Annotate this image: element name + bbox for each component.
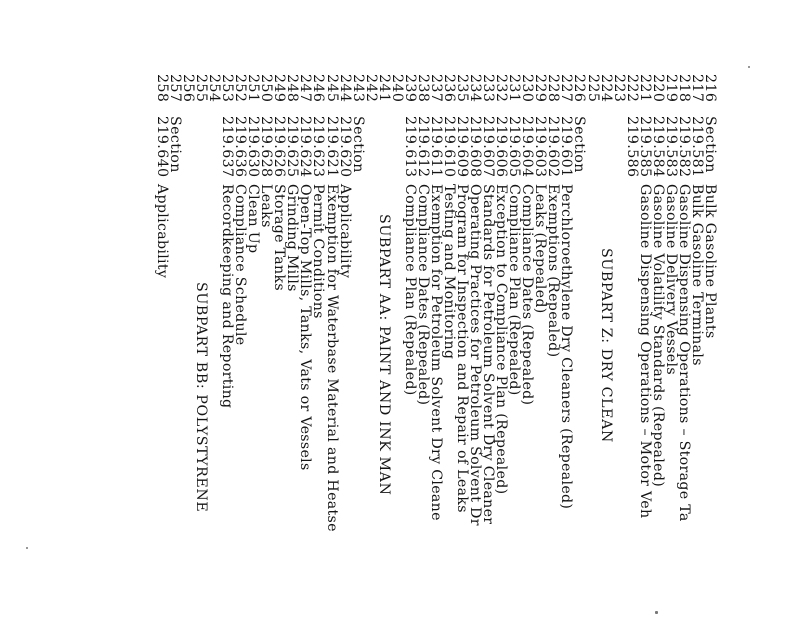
line-number: 240 [388,74,405,103]
line-number: 235 [454,74,471,103]
line-row [284,0,301,618]
section-number: 219.636 [232,116,249,178]
line-row [651,0,664,618]
line-number: 237 [427,74,444,103]
line-row [467,0,484,618]
line-number: 217 [688,74,705,103]
section-number: 219.610 [441,116,457,178]
section-number: 219.607 [480,116,497,178]
line-number: 257 [166,74,183,103]
line-row [312,0,325,618]
line-number: 222 [623,74,640,103]
section-title: Leaks (Repealed) [532,184,549,314]
section-number: Section [349,116,366,173]
section-number: 219.603 [532,116,549,178]
line-row [245,0,262,618]
section-number: 219.584 [649,116,666,178]
section-number: 219.620 [336,116,353,178]
section-title: Applicability [336,184,353,279]
line-number: 244 [336,74,353,103]
line-number: 224 [597,74,614,103]
line-number: 223 [610,74,627,103]
line-number: 255 [193,74,210,103]
section-title: Compliance Schedule [232,184,249,346]
line-number: 232 [493,74,510,103]
section-number: Section [702,116,718,173]
section-title: Grinding Mills [284,184,301,292]
section-title: Bulk Gasoline Terminals [688,184,705,366]
section-number: 219.582 [675,116,692,178]
section-number: 219.637 [219,116,236,178]
line-row [573,0,586,618]
section-title: Open-Top Mills, Tanks, Vats or Vessels [297,184,314,471]
section-title: Gasoline Dispensing Operations – Storage Ta [675,184,692,522]
section-number: 219.626 [271,116,288,178]
line-number: 248 [284,74,301,103]
line-number: 243 [349,74,366,103]
line-number: 246 [310,74,327,103]
section-title: Storage Tanks [271,184,288,291]
section-number: 219.613 [401,116,418,178]
line-row [206,0,223,618]
section-title: Exemption for Petroleum Solvent Dry Cleane [427,184,444,521]
section-title: Perchloroethylene Dry Cleaners (Repealed) [558,184,575,510]
line-row [271,0,288,618]
section-title: Leaks [258,184,275,228]
line-number: 256 [180,74,196,103]
line-row [493,0,510,618]
section-title: Standards for Petroleum Solvent Dry Cleaner [480,184,497,525]
line-row [532,0,549,618]
line-number: 227 [558,74,575,103]
line-row [155,0,168,618]
line-number: 249 [271,74,288,103]
section-number: 219.623 [310,116,327,178]
section-number: 219.612 [414,116,431,178]
line-row [480,0,497,618]
section-title: Compliance Dates (Repealed) [519,184,536,406]
section-title: Compliance Plan (Repealed) [506,184,523,396]
line-number: 242 [362,74,379,103]
section-title: Compliance Dates (Repealed) [414,184,431,406]
section-title: Exemption for Waterbase Material and Heatse [323,184,340,532]
line-row [193,0,210,618]
section-number: 219.621 [323,116,340,178]
line-row [258,0,275,618]
line-number: 228 [545,74,562,103]
section-title: Program for Inspection and Repair of Leaks [454,184,471,513]
line-row [232,0,249,618]
section-title: Testing and Monitoring [441,184,457,360]
line-number: 236 [441,74,457,103]
section-number: Section [166,116,183,173]
section-title: Exception to Compliance Plan (Repealed) [493,184,510,495]
section-number: 219.604 [519,116,536,178]
line-number: 231 [506,74,523,103]
line-number: 245 [323,74,340,103]
section-number: 219.601 [558,116,575,178]
line-row [325,0,338,618]
subpart-heading: SUBPART AA: PAINT AND INK MAN [375,214,392,496]
line-number: 226 [571,74,588,103]
line-number: 218 [675,74,692,103]
line-number: 247 [297,74,314,103]
line-row [545,0,562,618]
section-title: Gasoline Volatility Standards (Repealed) [649,184,666,488]
subpart-heading: SUBPART BB: POLYSTYRENE [193,282,210,513]
section-number: 219.602 [545,116,562,178]
line-number: 233 [480,74,497,103]
section-number: 219.605 [506,116,523,178]
line-row [297,0,314,618]
section-number: 219.608 [467,116,484,178]
section-number: 219.586 [623,116,640,178]
line-number: 238 [414,74,431,103]
section-number: Section [571,116,588,173]
line-row [390,0,403,618]
line-number: 258 [153,74,170,103]
section-title: Gasoline Dispensing Operations – Motor Veh [636,184,653,519]
section-title: Compliance Plan (Repealed) [401,184,418,396]
scan-speck [748,66,750,68]
line-row [558,0,575,618]
section-number: 219.611 [427,116,444,178]
line-number: 219 [662,74,679,103]
line-number: 221 [636,74,653,103]
line-number: 252 [232,74,249,103]
section-title: Operating Practices for Petroleum Solvent Dr [467,184,484,526]
line-number: 253 [219,74,236,103]
section-number: 219.628 [258,116,275,178]
section-number: 219.606 [493,116,510,178]
section-title: Recordkeeping and Reporting [219,184,236,409]
section-number: 219.630 [245,116,262,178]
line-number: 241 [375,74,392,103]
section-number: 219.581 [688,116,705,178]
line-number: 250 [258,74,275,103]
line-number: 239 [401,74,418,103]
section-number: 219.640 [153,116,170,178]
line-row [219,0,236,618]
section-number: 219.624 [297,116,314,178]
section-title: Applicability [153,184,170,279]
line-number: 225 [584,74,601,103]
line-number: 251 [245,74,262,103]
line-row [454,0,471,618]
section-title: Permit Conditions [310,184,327,319]
subpart-heading: SUBPART Z: DRY CLEAN [597,248,614,443]
line-row [519,0,536,618]
scan-speck [26,547,28,549]
section-number: 219.625 [284,116,301,178]
line-number: 230 [519,74,536,103]
section-title: Bulk Gasoline Plants [702,184,718,339]
line-row [506,0,523,618]
line-number: 234 [467,74,484,103]
line-number: 229 [532,74,549,103]
line-row [586,0,599,618]
line-number: 220 [649,74,666,103]
section-title: Clean Up [245,184,262,254]
section-number: 219.585 [636,116,653,178]
section-number: 219.609 [454,116,471,178]
scan-speck [655,611,658,614]
line-number: 254 [206,74,223,103]
line-number: 216 [702,74,718,103]
section-number: 219.583 [662,116,679,178]
section-title: Gasoline Delivery Vessels [662,184,679,375]
section-title: Exemptions (Repealed) [545,184,562,358]
